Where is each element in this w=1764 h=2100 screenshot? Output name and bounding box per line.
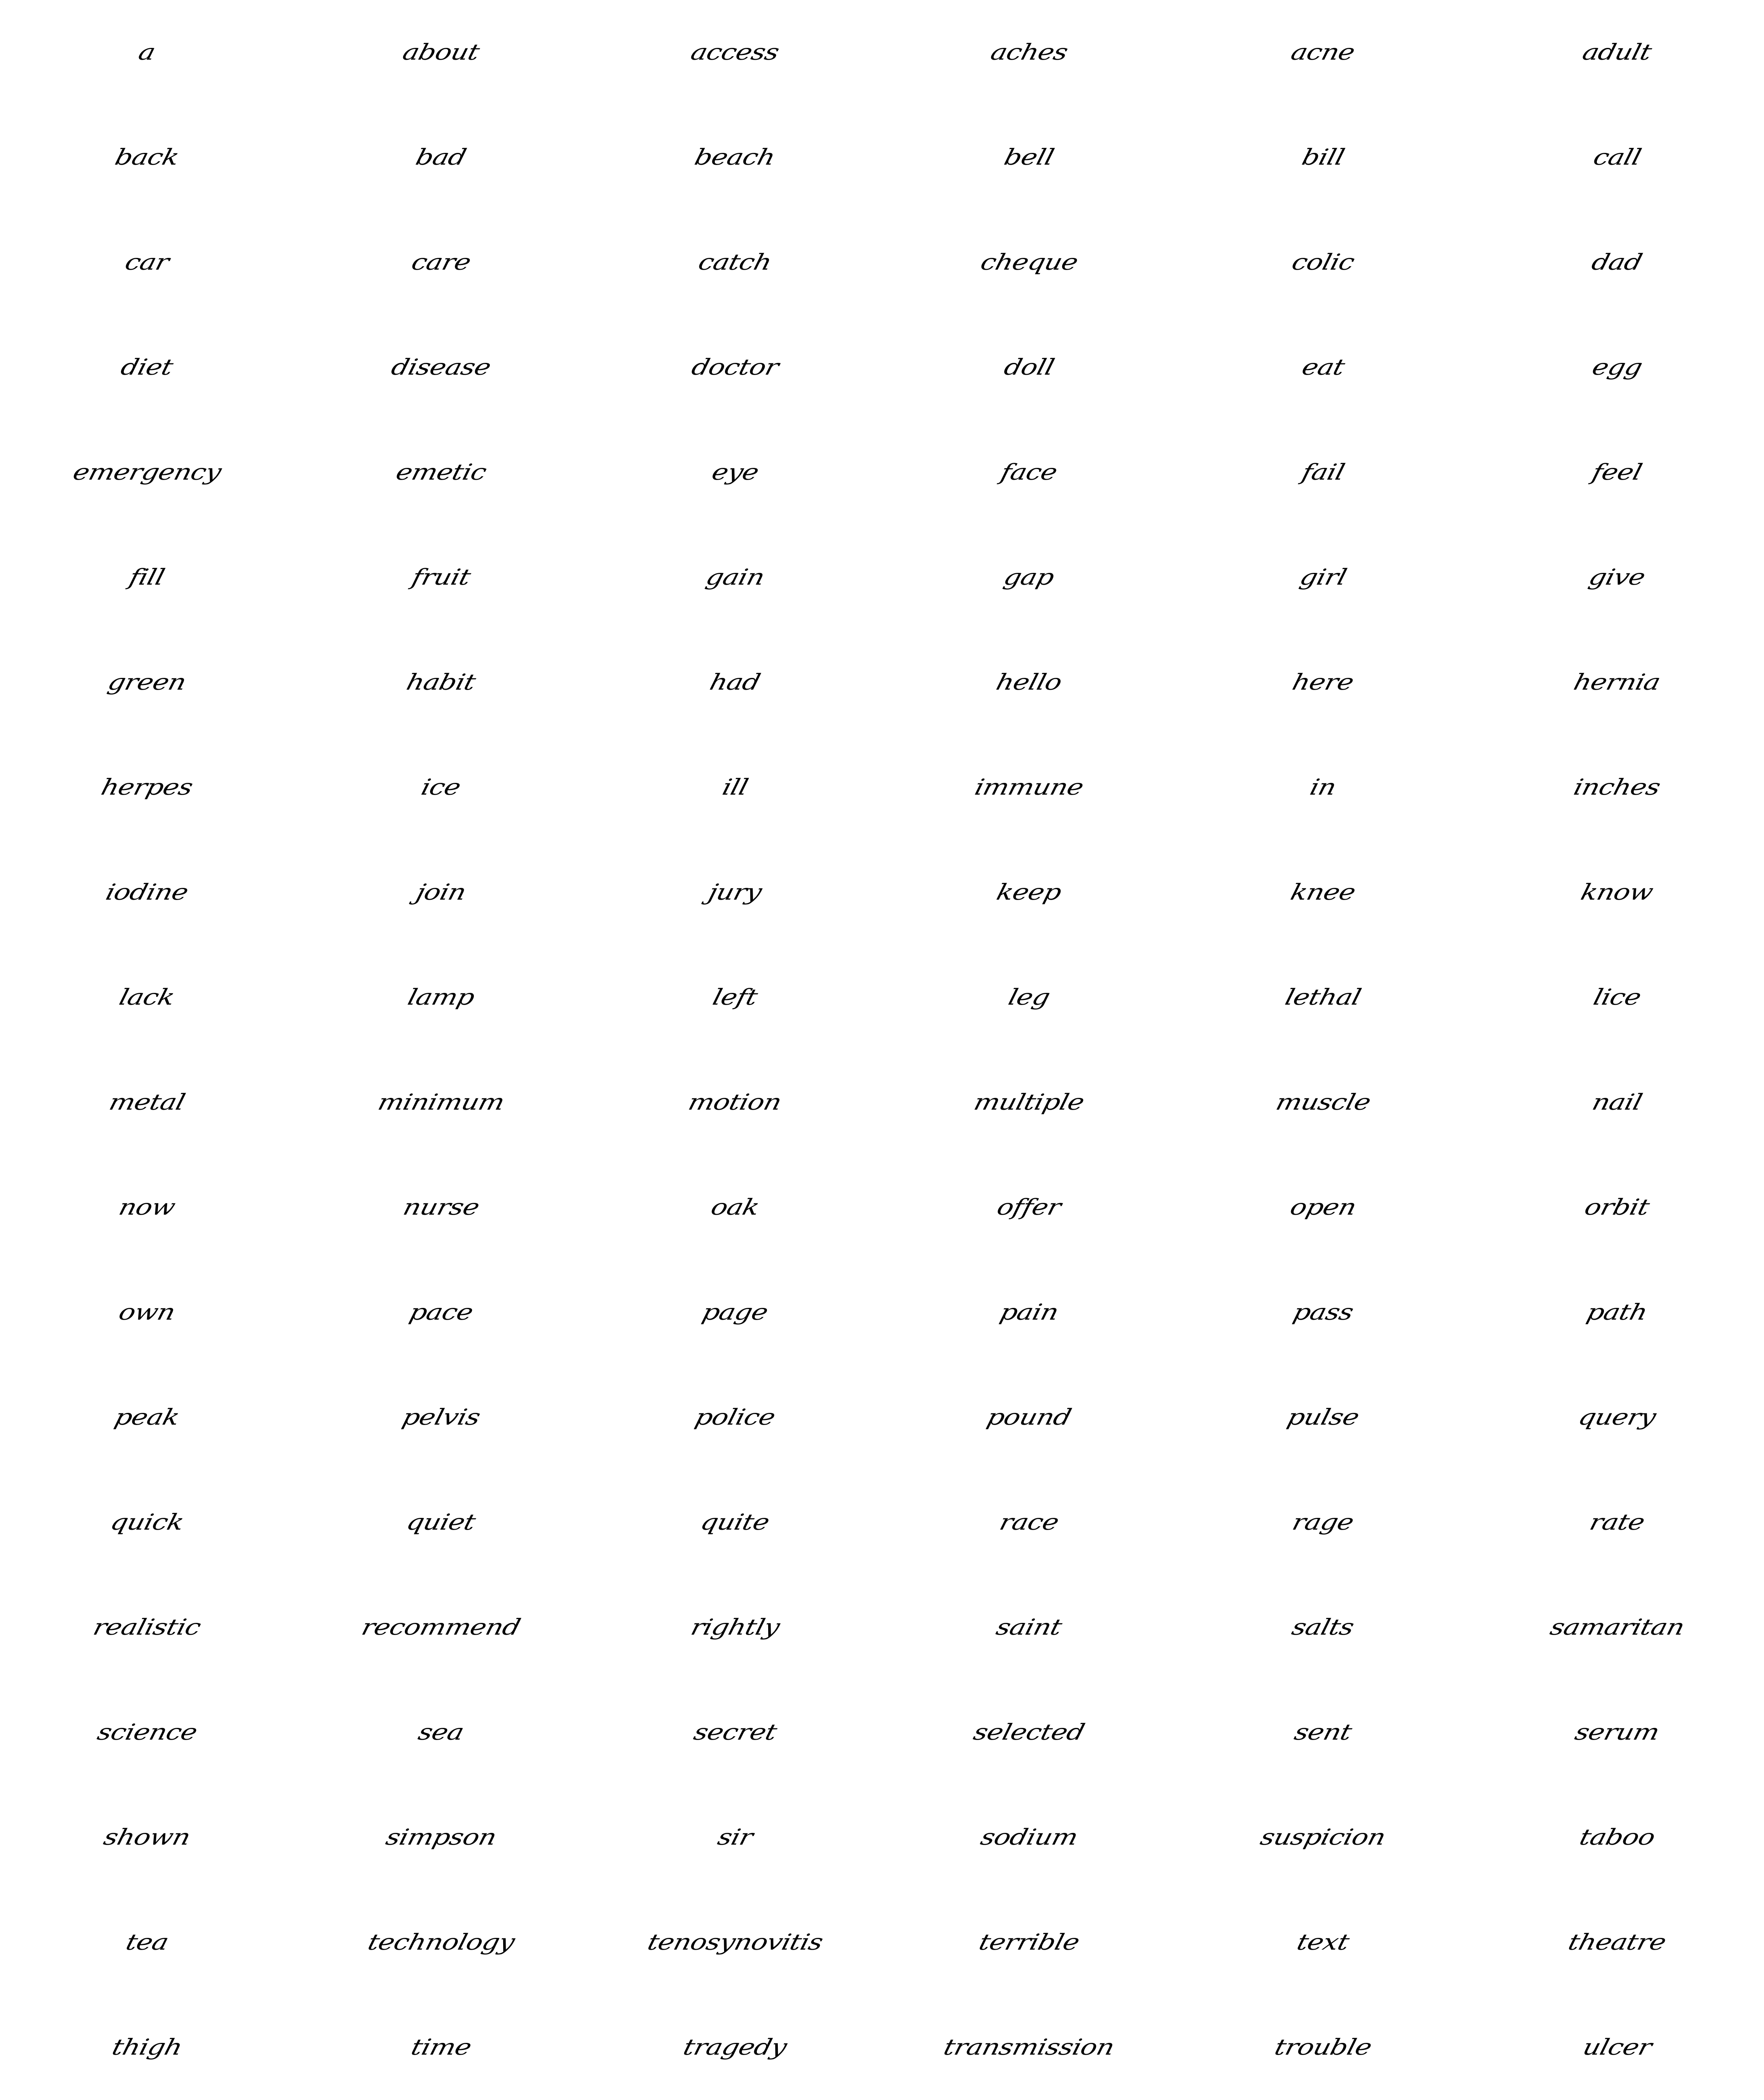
handwritten-word	[588, 1470, 882, 1575]
handwritten-word	[1470, 840, 1764, 945]
handwritten-word	[1176, 1365, 1470, 1470]
word-text: ill	[719, 774, 751, 801]
handwritten-word	[1470, 315, 1764, 420]
handwritten-word	[294, 1890, 588, 1995]
word-text: tea	[123, 1929, 171, 1956]
word-text: here	[1289, 669, 1357, 696]
handwritten-word	[588, 1995, 882, 2100]
word-text: motion	[685, 1089, 785, 1116]
word-text: aches	[987, 39, 1071, 66]
word-text: knee	[1288, 879, 1358, 906]
handwritten-word	[882, 1575, 1176, 1680]
word-text: bell	[1001, 144, 1057, 171]
handwritten-word	[0, 1680, 294, 1785]
word-text: car	[122, 249, 172, 276]
handwritten-word	[294, 945, 588, 1050]
handwritten-word	[0, 945, 294, 1050]
word-text: a	[136, 39, 158, 66]
word-text: trouble	[1272, 2034, 1374, 2061]
handwritten-word	[1176, 1680, 1470, 1785]
handwritten-word	[882, 1680, 1176, 1785]
word-text: back	[112, 144, 182, 171]
handwritten-word	[1470, 420, 1764, 525]
word-text: serum	[1572, 1719, 1662, 1746]
word-text: lice	[1591, 984, 1643, 1011]
word-text: had	[707, 669, 763, 696]
word-text: care	[409, 249, 473, 276]
word-text: salts	[1289, 1614, 1357, 1641]
word-text: technology	[365, 1929, 517, 1956]
handwritten-word	[1176, 105, 1470, 210]
handwritten-word	[294, 0, 588, 105]
word-text: gap	[1001, 564, 1057, 591]
handwritten-word	[1176, 630, 1470, 735]
word-text: pace	[407, 1299, 475, 1326]
word-text: minimum	[375, 1089, 507, 1116]
handwritten-word	[0, 1260, 294, 1365]
handwritten-word	[1470, 105, 1764, 210]
word-text: eye	[709, 459, 761, 486]
word-text: know	[1578, 879, 1656, 906]
handwritten-word	[0, 1470, 294, 1575]
word-text: fail	[1299, 459, 1347, 486]
handwritten-word	[1176, 1260, 1470, 1365]
handwritten-word	[588, 1260, 882, 1365]
word-text: pass	[1290, 1299, 1356, 1326]
word-text: simpson	[383, 1824, 499, 1851]
word-text: disease	[388, 354, 494, 381]
word-text: rate	[1587, 1509, 1647, 1536]
handwritten-word	[294, 1680, 588, 1785]
handwritten-word	[0, 630, 294, 735]
handwritten-word	[0, 1995, 294, 2100]
word-text: dad	[1589, 249, 1645, 276]
handwritten-word	[294, 735, 588, 840]
handwritten-word	[294, 525, 588, 630]
word-text: bad	[413, 144, 469, 171]
handwritten-word	[1470, 945, 1764, 1050]
word-text: police	[692, 1404, 778, 1431]
word-text: pound	[984, 1404, 1074, 1431]
handwritten-word	[0, 1890, 294, 1995]
handwritten-word	[882, 1365, 1176, 1470]
word-text: metal	[106, 1089, 188, 1116]
handwritten-word	[882, 1785, 1176, 1890]
handwritten-word	[1176, 945, 1470, 1050]
handwritten-word	[588, 105, 882, 210]
handwritten-word	[1470, 1365, 1764, 1470]
handwritten-word	[882, 1890, 1176, 1995]
handwritten-word	[588, 735, 882, 840]
word-text: page	[699, 1299, 771, 1326]
word-text: rightly	[688, 1614, 782, 1641]
word-text: secret	[691, 1719, 779, 1746]
word-text: doctor	[689, 354, 781, 381]
handwritten-word	[294, 1260, 588, 1365]
handwritten-word	[1176, 1890, 1470, 1995]
handwritten-word	[1470, 210, 1764, 315]
word-text: eat	[1299, 354, 1347, 381]
handwritten-word	[1470, 1890, 1764, 1995]
word-text: feel	[1589, 459, 1645, 486]
handwritten-word	[294, 105, 588, 210]
word-text: tragedy	[680, 2034, 790, 2061]
handwritten-word	[294, 1155, 588, 1260]
handwritten-word	[588, 1365, 882, 1470]
handwritten-word	[882, 945, 1176, 1050]
word-text: transmission	[941, 2034, 1117, 2061]
handwritten-word	[0, 1050, 294, 1155]
word-text: give	[1586, 564, 1648, 591]
word-text: open	[1287, 1194, 1359, 1221]
word-text: pulse	[1284, 1404, 1362, 1431]
handwritten-word	[882, 1470, 1176, 1575]
handwritten-word	[588, 840, 882, 945]
word-text: herpes	[98, 774, 196, 801]
word-text: saint	[993, 1614, 1065, 1641]
handwritten-word	[294, 420, 588, 525]
handwritten-word	[0, 840, 294, 945]
word-text: egg	[1589, 354, 1645, 381]
word-text: join	[413, 879, 469, 906]
word-text: habit	[404, 669, 478, 696]
word-text: now	[116, 1194, 178, 1221]
word-text: thigh	[109, 2034, 185, 2061]
handwritten-word	[588, 945, 882, 1050]
word-text: ulcer	[1580, 2034, 1654, 2061]
handwritten-word	[1470, 1155, 1764, 1260]
handwritten-word	[0, 1785, 294, 1890]
handwritten-word	[882, 420, 1176, 525]
handwritten-word	[294, 1575, 588, 1680]
word-text: lack	[116, 984, 178, 1011]
word-text: hernia	[1571, 669, 1663, 696]
handwritten-word	[1470, 735, 1764, 840]
handwritten-word	[1176, 840, 1470, 945]
handwritten-word	[882, 735, 1176, 840]
word-text: text	[1294, 1929, 1352, 1956]
word-text: cheque	[977, 249, 1081, 276]
word-text: terrible	[976, 1929, 1082, 1956]
handwritten-word	[588, 420, 882, 525]
handwritten-word	[588, 210, 882, 315]
handwritten-word	[882, 315, 1176, 420]
word-text: path	[1584, 1299, 1650, 1326]
word-text: acne	[1288, 39, 1358, 66]
handwritten-word	[1470, 1470, 1764, 1575]
handwritten-word	[0, 1575, 294, 1680]
handwritten-word	[1470, 1050, 1764, 1155]
word-text: quick	[108, 1509, 186, 1536]
word-text: rage	[1289, 1509, 1357, 1536]
word-text: doll	[1001, 354, 1057, 381]
word-text: ice	[418, 774, 464, 801]
handwritten-word	[588, 1785, 882, 1890]
handwritten-word	[588, 1050, 882, 1155]
handwritten-word	[882, 1995, 1176, 2100]
word-text: pain	[997, 1299, 1061, 1326]
handwritten-word	[588, 630, 882, 735]
word-text: diet	[118, 354, 176, 381]
handwritten-word	[0, 105, 294, 210]
handwritten-word	[294, 1785, 588, 1890]
word-text: samaritan	[1547, 1614, 1687, 1641]
word-text: colic	[1289, 249, 1357, 276]
word-text: orbit	[1582, 1194, 1652, 1221]
handwritten-word	[588, 0, 882, 105]
word-text: sent	[1292, 1719, 1354, 1746]
handwritten-word	[294, 1050, 588, 1155]
word-text: gain	[703, 564, 767, 591]
handwritten-word	[1176, 0, 1470, 105]
word-text: beach	[692, 144, 778, 171]
word-text: iodine	[103, 879, 191, 906]
word-text: nurse	[400, 1194, 482, 1221]
word-text: leg	[1005, 984, 1053, 1011]
handwritten-word	[0, 315, 294, 420]
handwritten-word	[588, 1575, 882, 1680]
handwritten-word	[1176, 315, 1470, 420]
word-text: lethal	[1282, 984, 1364, 1011]
handwritten-word	[882, 840, 1176, 945]
word-text: emergency	[70, 459, 224, 486]
word-text: hello	[993, 669, 1065, 696]
word-text: adult	[1580, 39, 1654, 66]
word-text: taboo	[1576, 1824, 1658, 1851]
word-text: jury	[706, 879, 764, 906]
word-text: offer	[994, 1194, 1064, 1221]
word-text: fill	[126, 564, 168, 591]
handwritten-word	[1176, 1785, 1470, 1890]
word-text: race	[997, 1509, 1061, 1536]
handwritten-word	[882, 525, 1176, 630]
word-text: nail	[1589, 1089, 1645, 1116]
word-text: peak	[112, 1404, 182, 1431]
handwritten-word	[1176, 1470, 1470, 1575]
handwritten-word	[1470, 1260, 1764, 1365]
handwritten-word	[882, 210, 1176, 315]
handwritten-word	[294, 315, 588, 420]
handwritten-word	[294, 1365, 588, 1470]
handwritten-word	[0, 210, 294, 315]
handwritten-word	[0, 420, 294, 525]
word-text: about	[400, 39, 482, 66]
handwritten-word	[1470, 1995, 1764, 2100]
word-text: inches	[1571, 774, 1663, 801]
word-text: in	[1307, 774, 1339, 801]
word-text: multiple	[971, 1089, 1087, 1116]
handwritten-word	[1470, 1785, 1764, 1890]
handwritten-word	[1176, 735, 1470, 840]
handwritten-word	[1470, 1575, 1764, 1680]
word-text: call	[1590, 144, 1644, 171]
handwritten-word	[588, 525, 882, 630]
word-text: green	[105, 669, 189, 696]
handwritten-word	[0, 1365, 294, 1470]
word-text: access	[688, 39, 782, 66]
word-text: sir	[714, 1824, 756, 1851]
handwritten-word	[1176, 1995, 1470, 2100]
handwritten-word	[588, 1680, 882, 1785]
word-text: bill	[1299, 144, 1347, 171]
word-text: own	[116, 1299, 178, 1326]
handwritten-word	[0, 1155, 294, 1260]
handwritten-word	[1470, 1680, 1764, 1785]
word-text: time	[408, 2034, 474, 2061]
word-text: realistic	[90, 1614, 204, 1641]
handwritten-word	[882, 630, 1176, 735]
handwritten-word	[882, 1155, 1176, 1260]
word-text: sodium	[978, 1824, 1080, 1851]
handwritten-word	[588, 1890, 882, 1995]
handwritten-word	[294, 630, 588, 735]
handwritten-word	[0, 735, 294, 840]
word-text: theatre	[1565, 1929, 1669, 1956]
handwritten-word	[588, 315, 882, 420]
word-text: keep	[994, 879, 1064, 906]
handwritten-word	[1470, 0, 1764, 105]
handwritten-word	[882, 1260, 1176, 1365]
word-text: tenosynovitis	[645, 1929, 825, 1956]
handwritten-word	[882, 1050, 1176, 1155]
handwritten-word	[294, 840, 588, 945]
handwritten-word	[1470, 525, 1764, 630]
handwritten-word	[1470, 630, 1764, 735]
handwritten-word	[0, 0, 294, 105]
word-text: selected	[971, 1719, 1087, 1746]
word-text: pelvis	[399, 1404, 483, 1431]
word-text: suspicion	[1257, 1824, 1389, 1851]
handwritten-word	[1176, 1155, 1470, 1260]
word-text: sea	[415, 1719, 467, 1746]
word-text: left	[710, 984, 760, 1011]
handwritten-word	[882, 105, 1176, 210]
handwritten-word	[0, 525, 294, 630]
word-text: shown	[101, 1824, 193, 1851]
handwritten-word	[1176, 1050, 1470, 1155]
word-text: oak	[708, 1194, 762, 1221]
handwritten-word	[294, 1470, 588, 1575]
handwritten-word	[882, 0, 1176, 105]
word-text: query	[1575, 1404, 1659, 1431]
handwritten-word	[294, 1995, 588, 2100]
handwritten-word	[1176, 420, 1470, 525]
word-text: muscle	[1273, 1089, 1373, 1116]
word-text: immune	[972, 774, 1086, 801]
handwritten-word	[1176, 525, 1470, 630]
word-text: lamp	[405, 984, 477, 1011]
word-text: fruit	[409, 564, 473, 591]
word-text: face	[998, 459, 1060, 486]
handwritten-word	[588, 1155, 882, 1260]
handwritten-word	[1176, 210, 1470, 315]
word-text: quiet	[404, 1509, 478, 1536]
word-text: girl	[1297, 564, 1349, 591]
word-text: catch	[696, 249, 774, 276]
word-text: recommend	[359, 1614, 523, 1641]
word-text: emetic	[393, 459, 489, 486]
handwritten-word	[1176, 1575, 1470, 1680]
word-text: science	[94, 1719, 200, 1746]
handwritten-word	[294, 210, 588, 315]
word-text: quite	[698, 1509, 772, 1536]
